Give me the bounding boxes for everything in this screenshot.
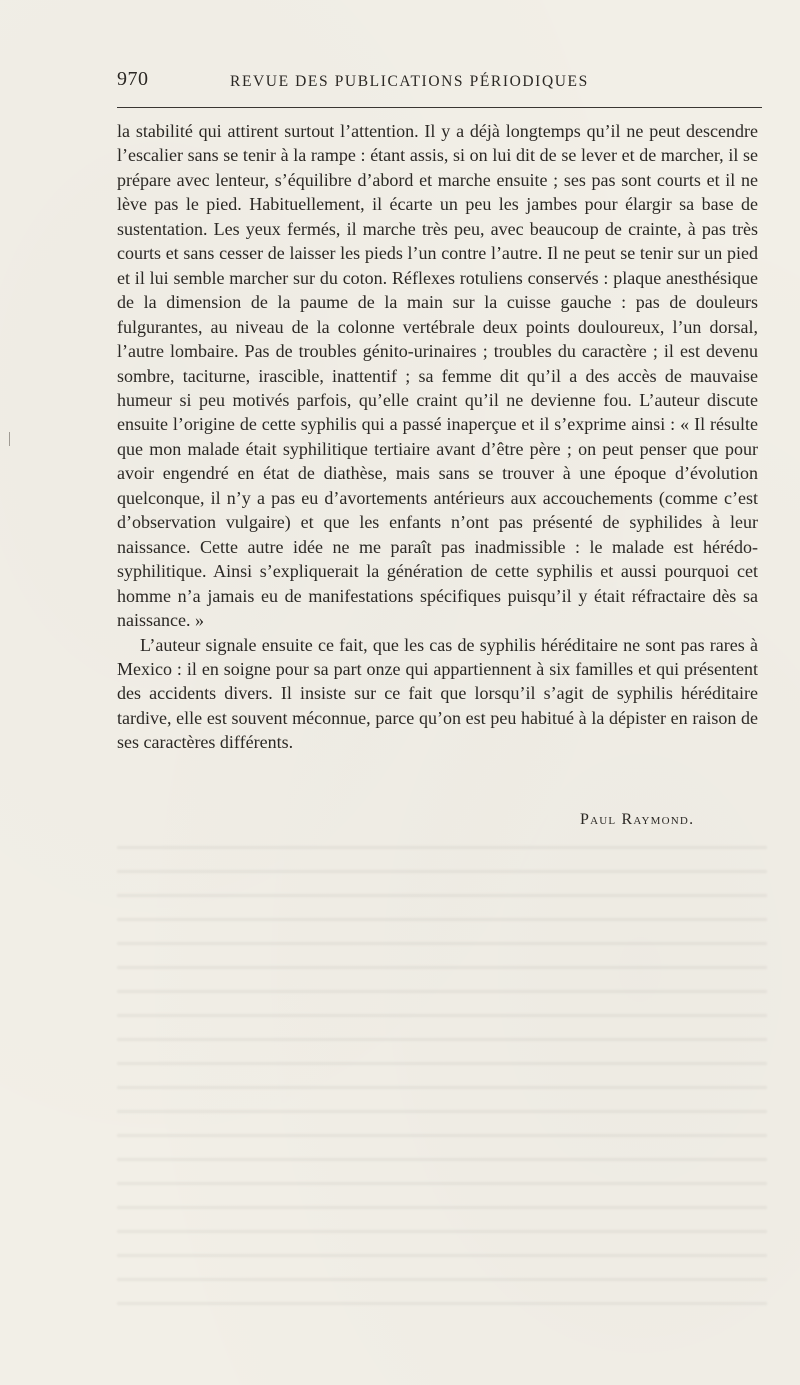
header-rule bbox=[117, 107, 762, 108]
running-header bbox=[117, 68, 762, 98]
article-body bbox=[117, 119, 758, 755]
page-number: 970 bbox=[117, 68, 149, 90]
running-title: REVUE DES PUBLICATIONS PÉRIODIQUES bbox=[230, 73, 589, 90]
paragraph-conclusion: L’auteur signale ensuite ce fait, que les cas de syphilis héréditaire ne sont pas rares à Mexico : il en soigne pour sa part onze qui appartiennent à six familles et qui présentent des accidents divers. Il insiste sur ce fait que lorsqu’il s’agit de syphilis héréditaire tardive, elle est souvent méconnue, parce qu’on est peu habitué à la dépister en raison de ses caractères différents. bbox=[117, 634, 758, 753]
paragraph-continued: la stabilité qui attirent surtout l’attention. Il y a déjà longtemps qu’il ne peut descendre l’escalier sans se tenir à la rampe : étant assis, si on lui dit de se lever et de marcher, il se prépare avec lenteur, s’équilibre d’abord et marche ensuite ; ses pas sont courts et il ne lève pas le pied. Habituellement, il écarte un peu les jambes pour élargir sa base de sustentation. Les yeux fermés, il marche très peu, avec beaucoup de crainte, à pas très courts et sans cesser de laisser les pieds l’un contre l’autre. Il ne peut se tenir sur un pied et il lui semble marcher sur du coton. Réflexes rotuliens conservés : plaque anesthésique de la dimension de la paume de la main sur la cuisse gauche : pas de douleurs fulgurantes, au niveau de la colonne vertébrale deux points douloureux, l’un dorsal, l’autre lombaire. Pas de troubles génito-urinaires ; troubles du caractère ; il est devenu sombre, taciturne, irascible, inattentif ; sa femme dit qu’il a des accès de mauvaise humeur si peu motivés parfois, qu’elle craint qu’il ne devienne fou. L’auteur discute ensuite l’origine de cette syphilis qui a passé inaperçue et il s’exprime ainsi : « Il résulte que mon malade était syphilitique tertiaire avant d’être père ; on peut penser que pour avoir engendré en état de diathèse, mais sans se trouver à une époque d’évolution quelconque, il n’y a pas eu d’avortements antérieurs aux accouchements (comme c’est d’observation vulgaire) et que les enfants n’ont pas présenté de syphilides à leur naissance. Cette autre idée ne me paraît pas inadmissible : le malade est hérédo-syphilitique. Ainsi s’expliquerait la génération de cette syphilis et aussi pourquoi cet homme n’a jamais eu de manifestations spécifiques puisqu’il y était réfractaire dès sa naissance. » bbox=[117, 121, 758, 631]
author-signature: Paul Raymond. bbox=[580, 811, 695, 828]
margin-mark bbox=[9, 432, 10, 446]
show-through-texture bbox=[117, 835, 767, 1315]
